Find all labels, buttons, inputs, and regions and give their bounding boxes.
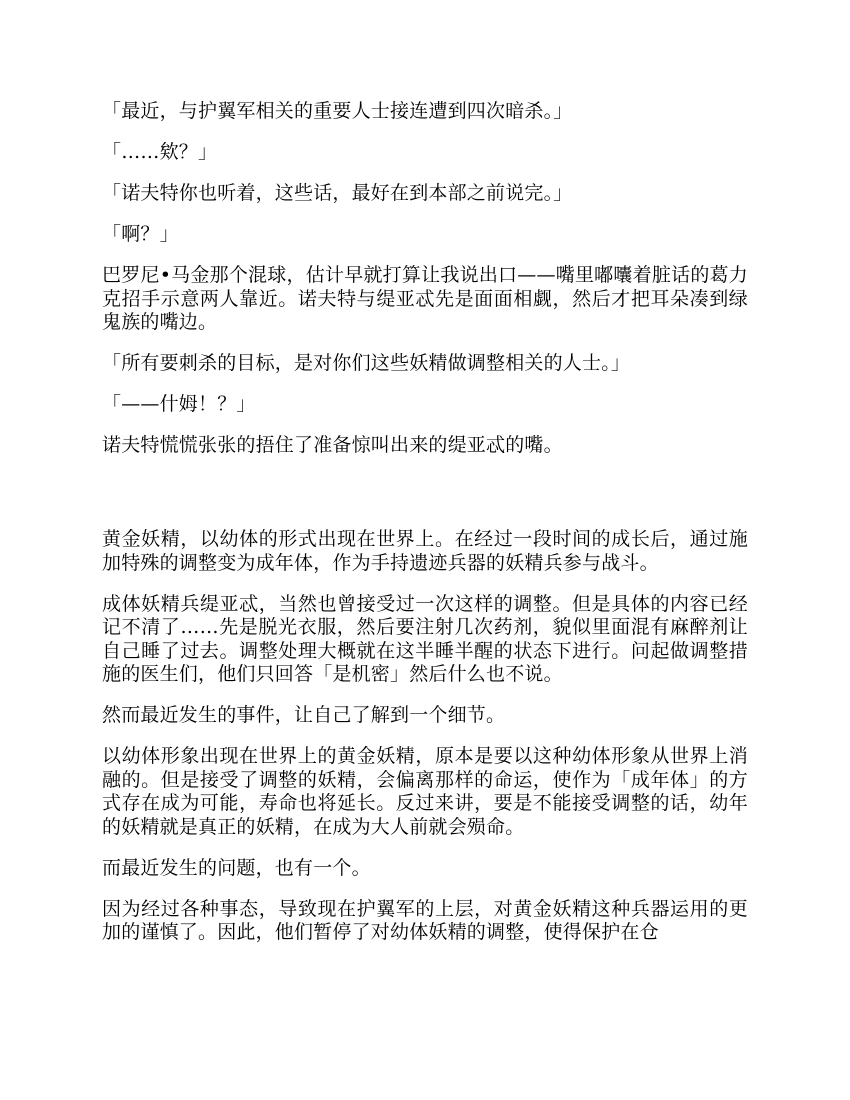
paragraph: 巴罗尼•马金那个混球，估计早就打算让我说出口——嘴里嘟囔着脏话的葛力克招手示意两人靠近。诺夫特与缇亚忒先是面面相觑，然后才把耳朵凑到绿鬼族的嘴边。	[102, 264, 748, 333]
paragraph: 诺夫特慌慌张张的捂住了准备惊叫出来的缇亚忒的嘴。	[102, 434, 563, 456]
paragraph: 然而最近发生的事件，让自己了解到一个细节。	[102, 704, 506, 726]
paragraph: 「……欸？」	[102, 141, 218, 163]
document-page	[102, 100, 748, 962]
paragraph: 成体妖精兵缇亚忒，当然也曾接受过一次这样的调整。但是具体的内容已经记不清了……先是脱光衣服，然后要注射几次药剂，貌似里面混有麻醉剂让自己睡了过去。调整处理大概就在这半睡半醒的状态下进行。问起做调整措施的医生们，他们只回答「是机密」然后什么也不说。	[102, 592, 748, 685]
paragraph: 「诺夫特你也听着，这些话，最好在到本部之前说完。」	[102, 182, 573, 204]
paragraph: 以幼体形象出现在世界上的黄金妖精，原本是要以这种幼体形象从世界上消融的。但是接受了调整的妖精，会偏离那样的命运，使作为「成年体」的方式存在成为可能，寿命也将延长。反过来讲，要是不能接受调整的话，幼年的妖精就是真正的妖精，在成为大人前就会殒命。	[102, 745, 748, 838]
paragraph: 「——什姆！？」	[102, 393, 256, 415]
paragraph: 因为经过各种事态，导致现在护翼军的上层，对黄金妖精这种兵器运用的更加的谨慎了。因此，他们暂停了对幼体妖精的调整，使得保护在仓	[102, 897, 748, 943]
paragraph: 「最近，与护翼军相关的重要人士接连遭到四次暗杀。」	[102, 100, 573, 122]
paragraph: 而最近发生的问题，也有一个。	[102, 856, 371, 879]
paragraph: 「啊？」	[102, 223, 179, 245]
paragraph: 黄金妖精，以幼体的形式出现在世界上。在经过一段时间的成长后，通过施加特殊的调整变为成年体，作为手持遗迹兵器的妖精兵参与战斗。	[102, 528, 748, 574]
section-break	[102, 475, 748, 528]
paragraph: 「所有要刺杀的目标，是对你们这些妖精做调整相关的人士。」	[102, 352, 631, 374]
